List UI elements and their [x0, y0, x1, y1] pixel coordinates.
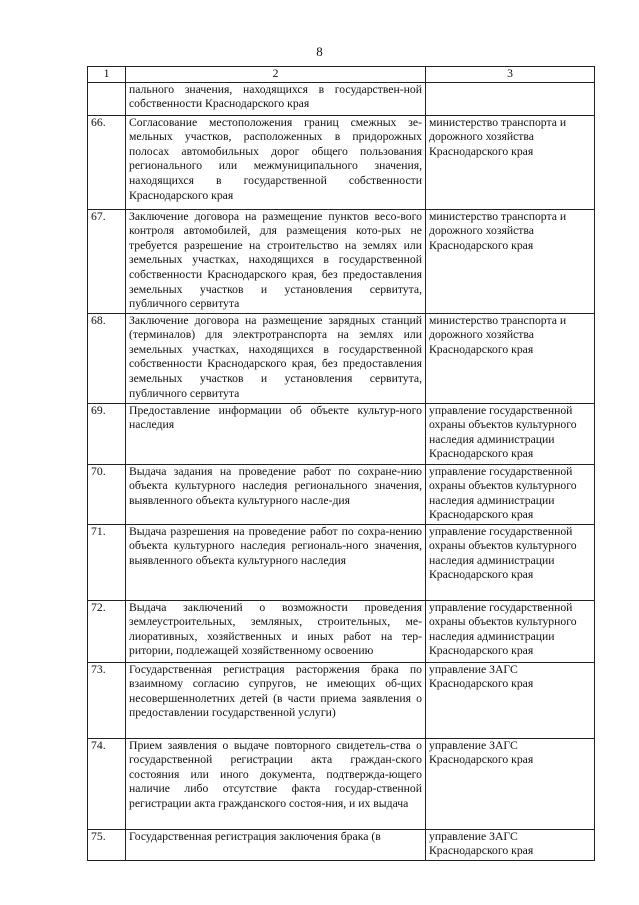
table-row — [88, 662, 595, 738]
row-number: 69. — [88, 403, 126, 464]
responsible-agency: управление государственной охраны объектов культурного наследия администрации Краснодарского края — [426, 403, 595, 464]
service-name: Выдача заключений о возможности проведения землеустроительных, земляных, строительных, ме-лиоративных, хозяйственных и иных работ на тер-ритории, подлежащей хозяйственному освоению — [126, 600, 426, 662]
table-header-row — [88, 67, 595, 83]
service-name: пального значения, находящихся в государствен-ной собственности Краснодарского края — [126, 82, 426, 115]
responsible-agency: управление ЗАГС Краснодарского края — [426, 738, 595, 829]
header-col-2: 2 — [126, 67, 426, 83]
service-name: Выдача разрешения на проведение работ по сохра-нению объекта культурного наследия региональ-ного значения, выявленного объекта культурного наследия — [126, 524, 426, 600]
responsible-agency — [426, 82, 595, 115]
header-col-3: 3 — [426, 67, 595, 83]
responsible-agency: управление ЗАГС Краснодарского края — [426, 662, 595, 738]
responsible-agency: управление государственной охраны объектов культурного наследия администрации Краснодарского края — [426, 464, 595, 524]
table-row — [88, 464, 595, 524]
table-row — [88, 829, 595, 860]
table-row — [88, 524, 595, 600]
service-name: Государственная регистрация расторжения брака по взаимному согласию супругов, не имеющих об-щих несовершеннолетних детей (в части приема заявления о предоставлении государственной услуги) — [126, 662, 426, 738]
service-name: Заключение договора на размещение зарядных станций (терминалов) для электротранспорта на землях или земельных участках, находящихся в государственной собственности Краснодарского края, без предоставления земельных участков и установления сервитута, публичного сервитута — [126, 313, 426, 403]
responsible-agency: управление ЗАГС Краснодарского края — [426, 829, 595, 860]
service-name: Прием заявления о выдаче повторного свидетель-ства о государственной регистрации акта граждан-ского состояния или иного документа, подтвержда-ющего наличие либо отсутствие факта государ-ственной регистрации акта гражданского состоя-ния, и их выдача — [126, 738, 426, 829]
service-name: Согласование местоположения границ смежных зе-мельных участков, расположенных в придорожных полосах автомобильных дорог общего пользования регионального или межмуниципального значения, находящихся в государственной собственности Краснодарского края — [126, 115, 426, 209]
row-number: 74. — [88, 738, 126, 829]
row-number: 73. — [88, 662, 126, 738]
table-row — [88, 738, 595, 829]
service-name: Государственная регистрация заключения брака (в — [126, 829, 426, 860]
services-table — [87, 66, 595, 861]
responsible-agency: управление государственной охраны объектов культурного наследия администрации Краснодарского края — [426, 524, 595, 600]
row-number: 70. — [88, 464, 126, 524]
row-number: 68. — [88, 313, 126, 403]
row-number: 72. — [88, 600, 126, 662]
responsible-agency: министерство транспорта и дорожного хозяйства Краснодарского края — [426, 209, 595, 313]
table-row — [88, 313, 595, 403]
table-row — [88, 115, 595, 209]
page-number: 8 — [316, 44, 323, 59]
responsible-agency: министерство транспорта и дорожного хозяйства Краснодарского края — [426, 115, 595, 209]
continuation-row — [88, 82, 595, 115]
table-row — [88, 600, 595, 662]
row-number — [88, 82, 126, 115]
service-name: Заключение договора на размещение пунктов весо-вого контроля автомобилей, для размещения кото-рых не требуется разрешение на строительство на землях или земельных участках, находящихся в государственной собственности Краснодарского края, без предоставления земельных участков и установления сервитута, публичного сервитута — [126, 209, 426, 313]
header-col-1: 1 — [88, 67, 126, 83]
table-row — [88, 209, 595, 313]
row-number: 71. — [88, 524, 126, 600]
service-name: Выдача задания на проведение работ по сохране-нию объекта культурного наследия регионального значения, выявленного объекта культурного насле-дия — [126, 464, 426, 524]
service-name: Предоставление информации об объекте культур-ного наследия — [126, 403, 426, 464]
table-row — [88, 403, 595, 464]
row-number: 66. — [88, 115, 126, 209]
responsible-agency: министерство транспорта и дорожного хозяйства Краснодарского края — [426, 313, 595, 403]
row-number: 67. — [88, 209, 126, 313]
responsible-agency: управление государственной охраны объектов культурного наследия администрации Краснодарского края — [426, 600, 595, 662]
row-number: 75. — [88, 829, 126, 860]
